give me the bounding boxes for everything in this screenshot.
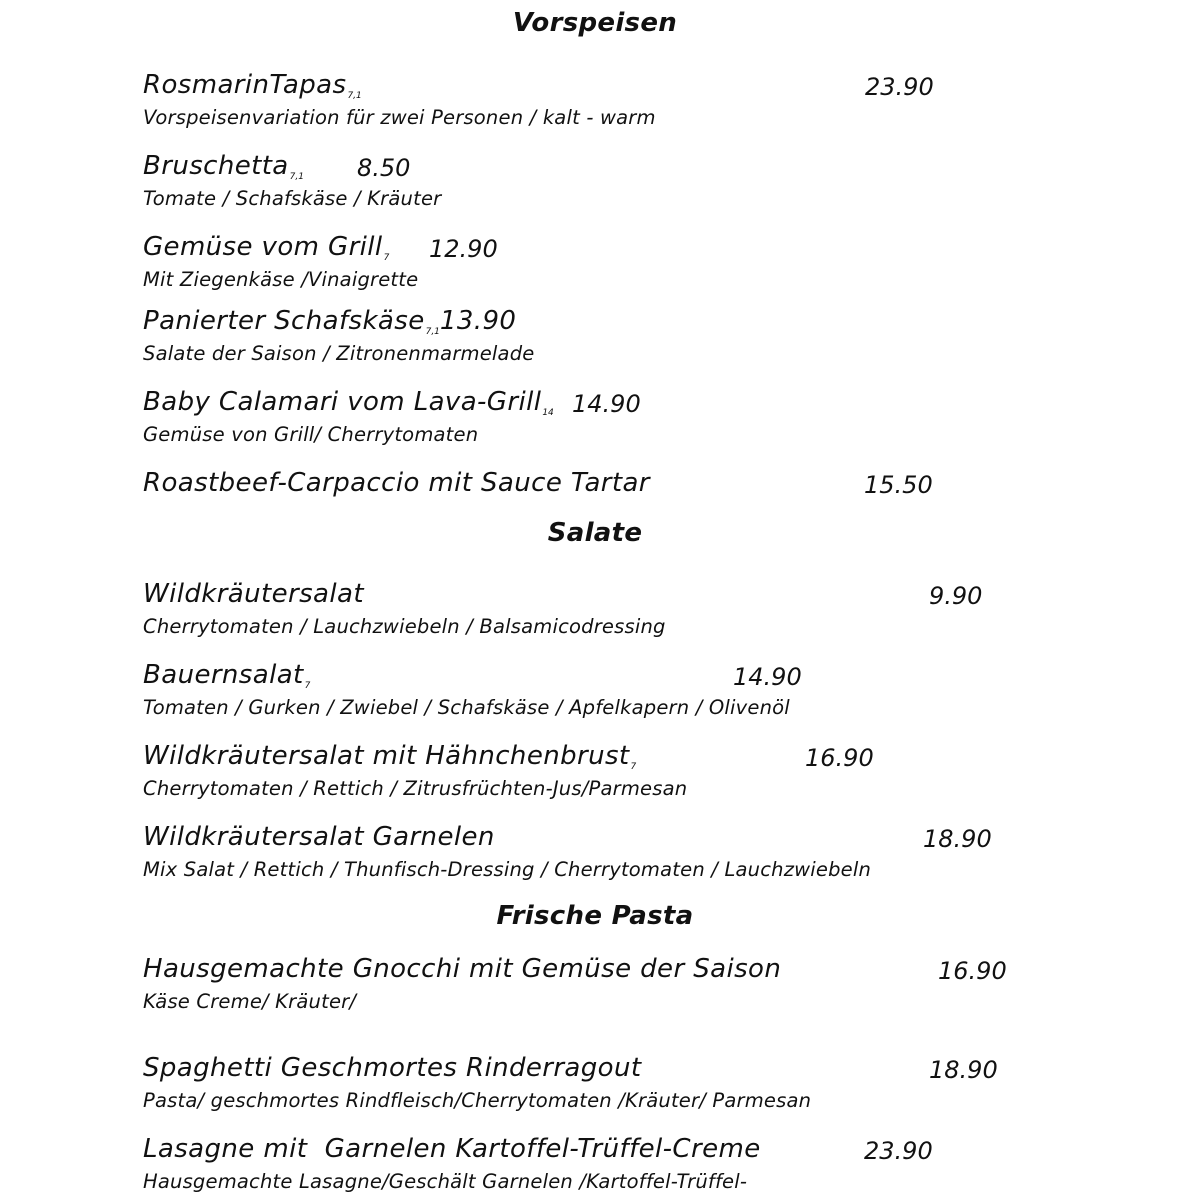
item-name: Wildkräutersalat — [143, 579, 364, 609]
section-heading-vorspeisen: Vorspeisen — [512, 8, 678, 38]
item-description: Vorspeisenvariation für zwei Personen / kalt - warm — [143, 106, 656, 129]
item-name: RosmarinTapas$_{7,1}$ — [143, 70, 362, 101]
menu-item — [143, 70, 1143, 130]
item-description: Salate der Saison / Zitronenmarmelade — [143, 342, 535, 365]
allergen-codes: 7,1 — [289, 172, 304, 182]
item-name: Panierter Schafskäse$_{7,1}$13.90 — [143, 306, 517, 337]
item-price: 9.90 — [929, 582, 983, 610]
allergen-codes: 7,1 — [347, 91, 362, 101]
item-name: Spaghetti Geschmortes Rinderragout — [143, 1053, 642, 1083]
item-description: Cherrytomaten / Rettich / Zitrusfrüchten-Jus/Parmesan — [143, 777, 688, 800]
menu-item — [143, 151, 1143, 211]
item-price: 23.90 — [865, 73, 934, 101]
item-price: 15.50 — [864, 471, 933, 499]
item-name: Bauernsalat$_7$ — [143, 660, 311, 691]
section-heading-pasta: Frische Pasta — [496, 901, 694, 931]
section-heading-salate: Salate — [547, 518, 643, 548]
item-name: Roastbeef-Carpaccio mit Sauce Tartar — [143, 468, 650, 498]
item-description: Mix Salat / Rettich / Thunfisch-Dressing / Cherrytomaten / Lauchzwiebeln — [143, 858, 872, 881]
item-name: Gemüse vom Grill$_7$ — [143, 232, 390, 263]
item-name: Lasagne mit Garnelen Kartoffel-Trüffel-Creme — [143, 1134, 761, 1164]
item-description: Pasta/ geschmortes Rindfleisch/Cherrytomaten /Kräuter/ Parmesan — [143, 1089, 812, 1112]
menu-item — [143, 741, 1143, 801]
menu-item — [143, 232, 1143, 292]
item-name: Hausgemachte Gnocchi mit Gemüse der Saison — [143, 954, 782, 984]
allergen-codes: 7 — [383, 253, 390, 263]
allergen-codes: 7 — [630, 762, 637, 772]
menu-item — [143, 306, 1143, 366]
menu-item — [143, 579, 1143, 639]
item-description: Mit Ziegenkäse /Vinaigrette — [143, 268, 419, 291]
menu-item — [143, 1134, 1143, 1194]
item-price: 16.90 — [805, 744, 874, 772]
item-description: Käse Creme/ Kräuter/ — [143, 990, 357, 1013]
menu-item — [143, 660, 1143, 720]
menu-item — [143, 954, 1143, 1014]
item-name: Wildkräutersalat mit Hähnchenbrust$_7$ — [143, 741, 637, 772]
item-price: 13.90 — [439, 306, 517, 336]
item-name: Bruschetta$_{7,1}$ — [143, 151, 304, 182]
item-price: 18.90 — [923, 825, 992, 853]
menu-item — [143, 1053, 1143, 1113]
item-price: 14.90 — [572, 390, 641, 418]
item-price: 18.90 — [929, 1056, 998, 1084]
item-description: Hausgemachte Lasagne/Geschält Garnelen /Kartoffel-Trüffel- — [143, 1170, 748, 1193]
item-price: 14.90 — [733, 663, 802, 691]
allergen-codes: 7,1 — [425, 327, 440, 337]
item-price: 16.90 — [938, 957, 1007, 985]
menu-item — [143, 387, 1143, 447]
item-price: 23.90 — [864, 1137, 933, 1165]
allergen-codes: 14 — [542, 408, 554, 418]
item-name: Wildkräutersalat Garnelen — [143, 822, 495, 852]
item-price: 12.90 — [429, 235, 498, 263]
allergen-codes: 7 — [304, 681, 311, 691]
item-name: Baby Calamari vom Lava-Grill$_{14}$ — [143, 387, 554, 418]
item-description: Gemüse von Grill/ Cherrytomaten — [143, 423, 479, 446]
item-description: Tomaten / Gurken / Zwiebel / Schafskäse / Apfelkapern / Olivenöl — [143, 696, 790, 719]
item-description: Cherrytomaten / Lauchzwiebeln / Balsamicodressing — [143, 615, 666, 638]
menu-item — [143, 822, 1143, 882]
item-price: 8.50 — [357, 154, 411, 182]
item-description: Tomate / Schafskäse / Kräuter — [143, 187, 442, 210]
